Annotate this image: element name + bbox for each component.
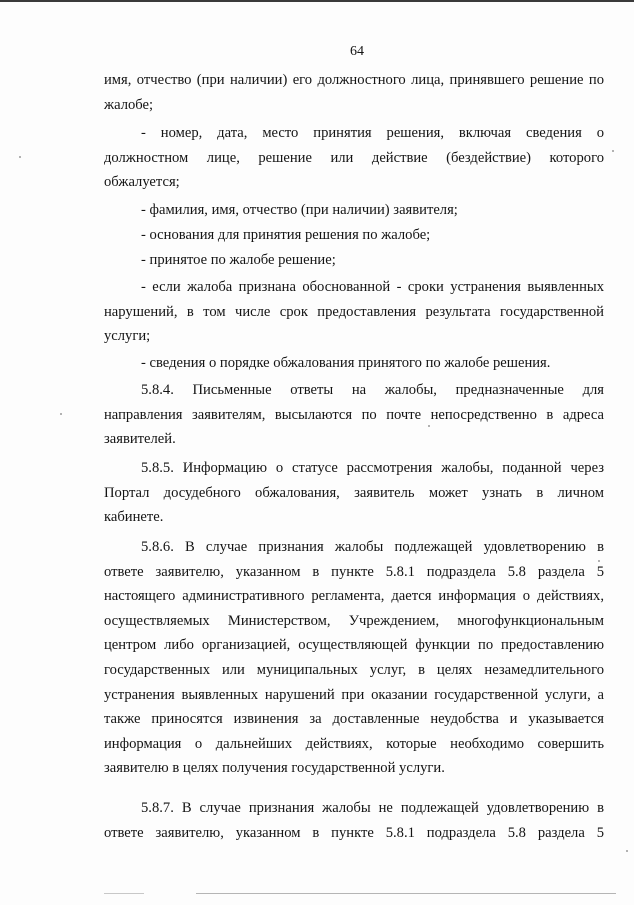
text-line: 5.8.7. В случае признания жалобы не подлежащей удовлетворению в xyxy=(141,800,604,816)
scan-edge-mark xyxy=(104,893,144,894)
paragraph-5-8-7 xyxy=(104,796,604,845)
text-line: - если жалоба признана обоснованной - сроки устранения выявленных xyxy=(141,279,604,295)
text-line: - основания для принятия решения по жалобе; xyxy=(141,227,431,243)
paragraph-5-8-5 xyxy=(104,456,604,530)
text-line: ответе заявителю, указанном в пункте 5.8.1 подраздела 5.8 раздела 5 xyxy=(104,563,604,580)
text-line: осуществляемых Министерством, Учреждением, многофункциональным xyxy=(104,612,604,629)
scan-speck xyxy=(60,413,62,415)
text-line: обжалуется; xyxy=(104,174,180,191)
page-number: 64 xyxy=(350,44,364,59)
list-item-grounds xyxy=(104,223,604,248)
scan-speck xyxy=(612,150,614,152)
text-line: услуги; xyxy=(104,328,151,345)
text-line: государственных или муниципальных услуг, в целях незамедлительного xyxy=(104,661,604,678)
text-line: направления заявителям, высылаются по почте непосредственно в адреса xyxy=(104,406,604,423)
scan-speck xyxy=(626,850,628,852)
list-item-decision-details xyxy=(104,121,604,195)
text-line: кабинете. xyxy=(104,509,164,526)
paragraph-5-8-6 xyxy=(104,535,604,781)
text-line: 5.8.4. Письменные ответы на жалобы, предназначенные для xyxy=(141,382,604,398)
text-line: жалобе; xyxy=(104,96,154,113)
text-line: - сведения о порядке обжалования принятого по жалобе решения. xyxy=(141,355,551,371)
list-item-deadlines xyxy=(104,275,604,349)
text-line: 5.8.6. В случае признания жалобы подлежащей удовлетворению в xyxy=(141,539,604,555)
list-item-decision xyxy=(104,248,604,273)
text-line: устранения выявленных нарушений при оказании государственной услуги, а xyxy=(104,686,604,703)
text-line: настоящего административного регламента, дается информация о действиях, xyxy=(104,588,604,605)
text-line: - номер, дата, место принятия решения, включая сведения о xyxy=(141,125,604,141)
scan-speck xyxy=(428,425,430,427)
text-line: - принятое по жалобе решение; xyxy=(141,252,336,268)
text-line: ответе заявителю, указанном в пункте 5.8.1 подраздела 5.8 раздела 5 xyxy=(104,824,604,841)
scan-edge-mark xyxy=(196,893,616,894)
text-line: информация о дальнейших действиях, которые необходимо совершить xyxy=(104,735,604,752)
text-line: 5.8.5. Информацию о статусе рассмотрения жалобы, поданной через xyxy=(141,460,604,476)
scan-speck xyxy=(598,560,600,562)
list-item-applicant-name xyxy=(104,198,604,223)
paragraph-5-8-4 xyxy=(104,378,604,452)
text-line: должностном лице, решение или действие (бездействие) которого xyxy=(104,149,604,166)
top-border-line xyxy=(0,0,634,2)
text-line: центром либо организацией, осуществляющей функции по предоставлению xyxy=(104,637,604,654)
paragraph-applicant-name-continuation xyxy=(104,68,604,117)
list-item-appeal-procedure xyxy=(104,351,604,376)
text-line: - фамилия, имя, отчество (при наличии) заявителя; xyxy=(141,202,458,218)
scan-speck xyxy=(19,156,21,158)
text-line: заявителей. xyxy=(104,431,176,448)
text-line: также приносятся извинения за доставленные неудобства и указывается xyxy=(104,711,604,728)
text-line: имя, отчество (при наличии) его должностного лица, принявшего решение по xyxy=(104,72,604,88)
text-line: нарушений, в том числе срок предоставления результата государственной xyxy=(104,303,604,320)
text-line: Портал досудебного обжалования, заявитель может узнать в личном xyxy=(104,484,604,501)
text-line: заявителю в целях получения государственной услуги. xyxy=(104,760,445,777)
